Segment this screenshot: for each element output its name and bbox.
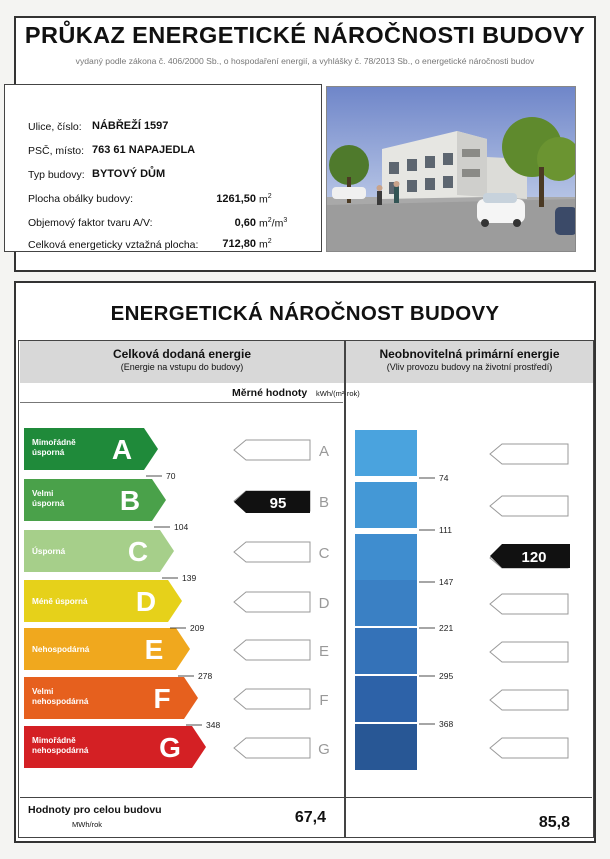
specific-values-unit: kWh/(m²·rok) [316, 389, 360, 398]
blue-band-e [355, 628, 417, 674]
total-unit: MWh/rok [72, 820, 102, 829]
right-ghost-arrow [490, 642, 568, 662]
right-ghost-arrow [490, 738, 568, 758]
blue-band-d [355, 580, 417, 626]
band-letter-a: A [111, 434, 133, 465]
left-ghost-letter-f: F [319, 692, 329, 709]
left-threshold-label: 104 [174, 522, 189, 532]
blue-band-b [355, 482, 417, 528]
reference-area-value: 712,80 [222, 238, 256, 250]
right-ghost-arrow [490, 690, 568, 710]
band-label-f: Velmi [32, 687, 54, 696]
street-label: Ulice, číslo: [28, 121, 82, 133]
zip-label: PSČ, místo: [28, 145, 85, 157]
section-title: ENERGETICKÁ NÁROČNOST BUDOVY [110, 302, 500, 325]
left-column-subtitle: (Energie na vstupu do budovy) [120, 362, 244, 372]
band-letter-f: F [153, 683, 171, 714]
right-threshold-label: 221 [439, 623, 454, 633]
total-left-value: 67,4 [294, 809, 326, 826]
blue-band-g [355, 724, 417, 770]
left-ghost-arrow [234, 592, 310, 612]
left-ghost-letter-g: G [318, 741, 330, 758]
certificate-title: PRŮKAZ ENERGETICKÉ NÁROČNOSTI BUDOVY [24, 22, 586, 48]
envelope-label: Plocha obálky budovy: [28, 193, 134, 205]
street-value: NÁBŘEŽÍ 1597 [92, 120, 169, 132]
left-ghost-letter-d: D [318, 595, 330, 612]
reference-area-label: Celková energeticky vztažná plocha: [28, 239, 199, 251]
band-label2-g: nehospodárná [32, 746, 89, 755]
band-letter-e: E [144, 634, 164, 665]
right-threshold-label: 368 [439, 719, 454, 729]
left-ghost-letter-e: E [318, 643, 330, 660]
left-threshold-label: 348 [206, 720, 221, 730]
left-ghost-arrow [234, 738, 310, 758]
total-label: Hodnoty pro celou budovu [28, 804, 162, 816]
total-right-value: 85,8 [538, 814, 570, 831]
left-ghost-arrow [234, 542, 310, 562]
building-type-label: Typ budovy: [28, 169, 85, 181]
blue-band-f [355, 676, 417, 722]
band-letter-b: B [119, 485, 141, 516]
band-label-d: Méně úsporná [32, 597, 88, 606]
blue-band-c [355, 534, 417, 580]
specific-values-label: Měrné hodnoty [232, 387, 308, 399]
left-ghost-arrow [234, 689, 310, 709]
left-threshold-label: 278 [198, 671, 213, 681]
envelope-value: 1261,50 [216, 193, 256, 205]
band-label-c: Úsporná [32, 547, 66, 556]
right-ghost-arrow [490, 594, 568, 614]
band-label-a: Mimořádně [32, 438, 76, 447]
left-ghost-arrow [234, 640, 310, 660]
band-label2-a: úsporná [32, 448, 65, 457]
right-ghost-arrow [490, 496, 568, 516]
band-label2-f: nehospodárná [32, 697, 89, 706]
right-threshold-label: 147 [439, 577, 454, 587]
left-value-text: 95 [269, 495, 287, 512]
reference-area-unit: $m^2$ [259, 238, 272, 251]
shape-factor-value: 0,60 [234, 217, 256, 229]
right-threshold-label: 111 [439, 525, 452, 535]
left-ghost-letter-c: C [318, 545, 330, 562]
left-ghost-arrow [234, 440, 310, 460]
building-type-value: BYTOVÝ DŮM [92, 168, 166, 180]
band-label-g: Mimořádně [32, 736, 76, 745]
left-ghost-letter-a: A [318, 443, 330, 460]
right-value-text: 120 [521, 549, 547, 566]
band-letter-d: D [135, 586, 157, 617]
right-threshold-label: 74 [439, 473, 449, 483]
right-threshold-label: 295 [439, 671, 454, 681]
band-letter-c: C [127, 536, 149, 567]
band-label2-b: úsporná [32, 499, 65, 508]
band-label-b: Velmi [32, 489, 54, 498]
shape-factor-label: Objemový faktor tvaru A/V: [28, 217, 153, 229]
shape-factor-unit: $m^2/m^3$ [259, 217, 288, 230]
blue-band-a [355, 430, 417, 476]
zip-value: 763 61 NAPAJEDLA [92, 144, 196, 156]
left-threshold-label: 70 [166, 471, 176, 481]
band-label-e: Nehospodárná [32, 645, 90, 654]
right-ghost-arrow [490, 444, 568, 464]
left-ghost-letter-b: B [318, 494, 330, 511]
certificate-subtitle: vydaný podle zákona č. 406/2000 Sb., o hospodaření energií, a vyhlášky č. 78/2013 Sb., o energetické náročnosti budov [75, 56, 535, 66]
right-column-title: Neobnovitelná primární energie [379, 347, 560, 361]
band-letter-g: G [159, 732, 181, 763]
left-threshold-label: 139 [182, 573, 197, 583]
left-column-title: Celková dodaná energie [112, 347, 252, 361]
envelope-unit: $m^2$ [259, 193, 272, 206]
right-column-subtitle: (Vliv provozu budovy na životní prostředí) [386, 362, 553, 372]
left-threshold-label: 209 [190, 623, 205, 633]
